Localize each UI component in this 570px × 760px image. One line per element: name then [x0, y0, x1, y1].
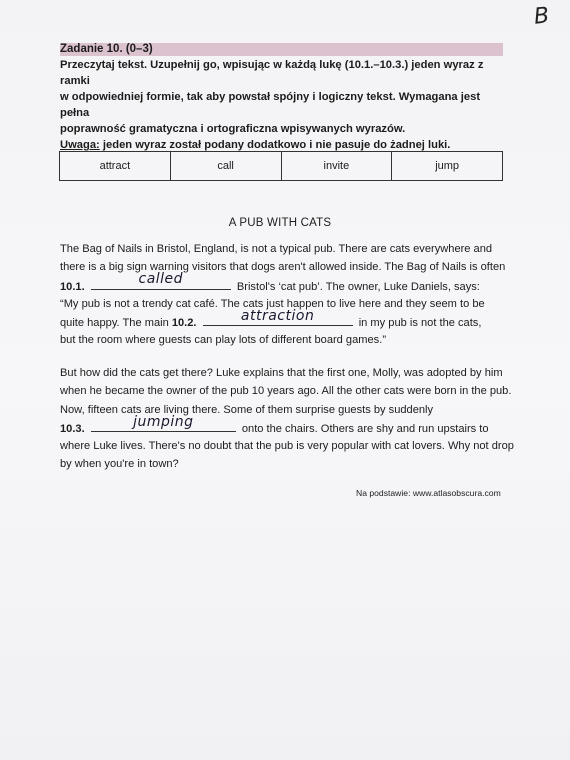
passage-line: by when you're in town?: [60, 458, 179, 471]
word-box-item: attract: [60, 152, 171, 180]
gap-10-1-answer-field[interactable]: [91, 271, 231, 290]
passage-line: where Luke lives. There's no doubt that the pub is very popular with cat lovers. Why not drop: [60, 440, 514, 453]
instructions-line: poprawność gramatyczna i ortograficzna wpisywanych wyrazów.: [60, 123, 406, 135]
source-attribution: Na podstawie: www.atlasobscura.com: [356, 488, 501, 498]
passage-line: Now, fifteen cats are living there. Some of them surprise guests by suddenly: [60, 403, 434, 416]
passage-text: quite happy. The main: [60, 317, 169, 330]
passage-line: there is a big sign warning visitors that dogs aren't allowed inside. The Bag of Nails is often: [60, 261, 506, 274]
passage-text: in my pub is not the cats,: [358, 317, 482, 330]
word-box: [59, 151, 503, 181]
passage-line: The Bag of Nails in Bristol, England, is not a typical pub. There are cats everywhere and: [60, 243, 493, 255]
gap-number-10-3: 10.3.: [60, 422, 85, 435]
passage-text: onto the chairs. Others are shy and run upstairs to: [241, 422, 489, 435]
word-box-item: call: [171, 152, 282, 180]
passage-line: when he became the owner of the pub 10 years ago. All the other cats were born in the pub.: [60, 385, 512, 398]
gap-10-2-answer-field[interactable]: [203, 307, 353, 326]
passage-line-gap-2: [60, 307, 510, 331]
gap-10-2-handwritten-answer: attraction: [240, 307, 315, 324]
gap-10-3-answer-field[interactable]: [91, 413, 236, 432]
passage-title: A PUB WITH CATS: [228, 217, 332, 229]
instructions-line: w odpowiedniej formie, tak aby powstał spójny i logiczny tekst. Wymagana jest pełna: [60, 91, 481, 119]
gap-10-1-handwritten-answer: called: [138, 271, 184, 288]
passage-line: But how did the cats get there? Luke explains that the first one, Molly, was adopted by him: [60, 367, 503, 379]
handwritten-corner-mark: B: [532, 3, 551, 30]
passage-line: but the room where guests can play lots of different board games.”: [60, 334, 387, 347]
passage-line: “My pub is not a trendy cat café. The cats just happen to live here and they seem to be: [60, 297, 485, 310]
word-box-item: jump: [435, 160, 460, 172]
passage-paragraph-2: [60, 364, 514, 474]
passage-text: Bristol's ‘cat pub’. The owner, Luke Daniels, says:: [236, 280, 480, 293]
note-label: Uwaga:: [60, 139, 100, 151]
gap-number-10-2: 10.2.: [171, 317, 197, 330]
note-text: jeden wyraz został podany dodatkowo i nie pasuje do żadnej luki.: [99, 139, 451, 151]
passage-line-gap-3: [60, 413, 510, 437]
passage-line-gap-1: [60, 271, 510, 295]
task-title: Zadanie 10. (0–3): [60, 43, 503, 56]
word-box-item: invite: [282, 152, 393, 180]
gap-10-3-handwritten-answer: jumping: [133, 413, 194, 430]
passage-paragraph-1: [60, 240, 510, 350]
task-instructions: [60, 57, 510, 153]
gap-number-10-1: 10.1.: [60, 280, 85, 293]
instructions-line: Przeczytaj tekst. Uzupełnij go, wpisując w każdą lukę (10.1.–10.3.) jeden wyraz z ramki: [60, 59, 484, 87]
